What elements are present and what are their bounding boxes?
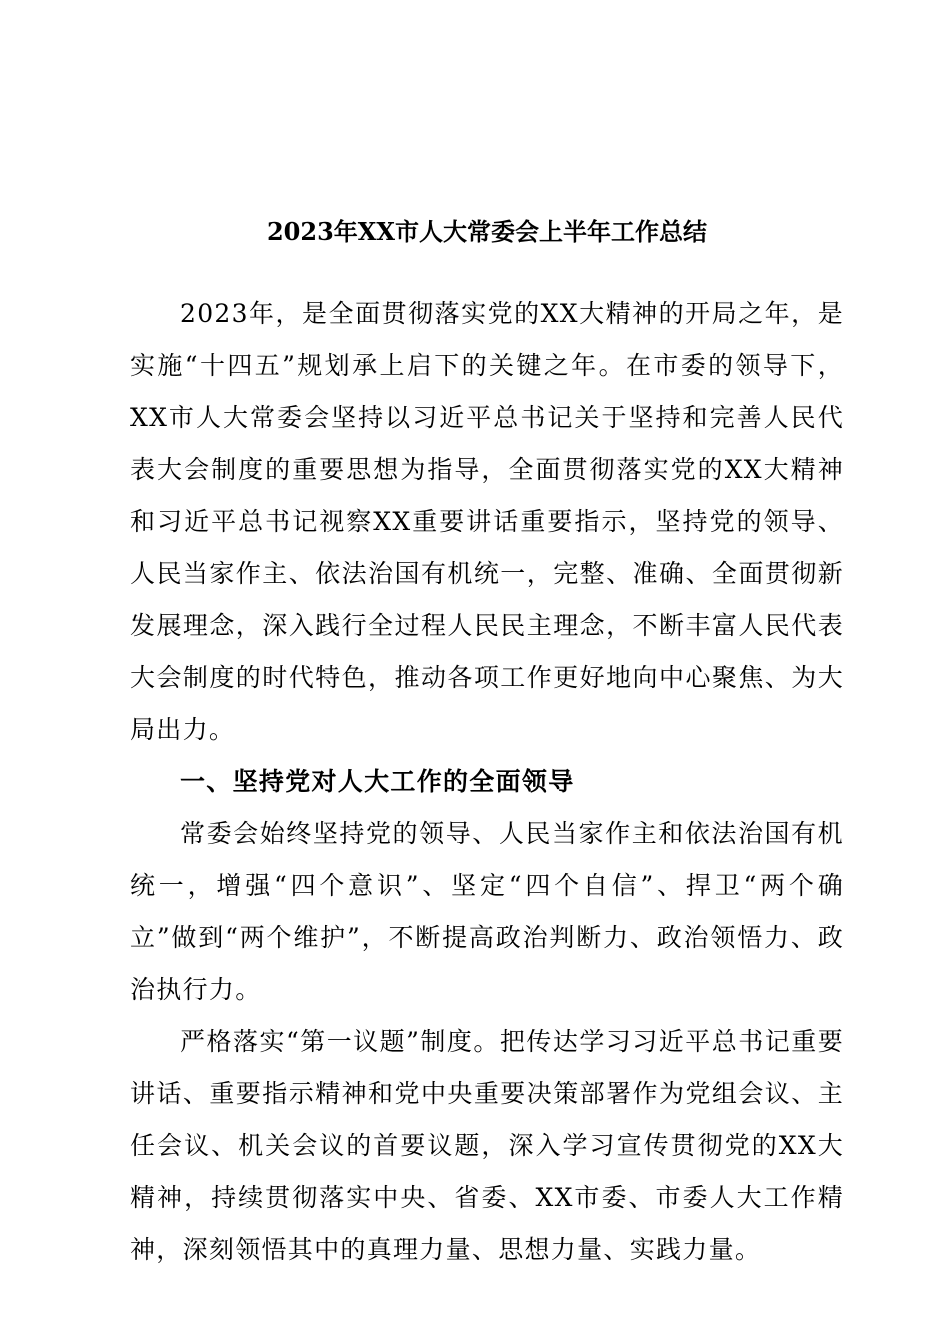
section-1-paragraph-2: 严格落实“第一议题”制度。把传达学习习近平总书记重要讲话、重要指示精神和党中央重要决策部署作为党组会议、主任会议、机关会议的首要议题，深入学习宣传贯彻党的XX大精神，持续贯彻落实中央、省委、XX市委、市委人大工作精神，深刻领悟其中的真理力量、思想力量、实践力量。 bbox=[130, 1027, 844, 1264]
section-heading-1: 一、坚持党对人大工作的全面领导 bbox=[180, 767, 575, 796]
section-1-paragraph-1: 常委会始终坚持党的领导、人民当家作主和依法治国有机统一，增强“四个意识”、坚定“四个自信”、捍卫“两个确立”做到“两个维护”，不断提高政治判断力、政治领悟力、政治执行力。 bbox=[130, 819, 844, 1004]
document-title: 2023年XX市人大常委会上半年工作总结 bbox=[266, 217, 708, 246]
intro-paragraph: 2023年，是全面贯彻落实党的XX大精神的开局之年，是实施“十四五”规划承上启下的关键之年。在市委的领导下，XX市人大常委会坚持以习近平总书记关于坚持和完善人民代表大会制度的重要思想为指导，全面贯彻落实党的XX大精神和习近平总书记视察XX重要讲话重要指示，坚持党的领导、人民当家作主、依法治国有机统一，完整、准确、全面贯彻新发展理念，深入践行全过程人民民主理念，不断丰富人民代表大会制度的时代特色，推动各项工作更好地向中心聚焦、为大局出力。 bbox=[130, 299, 844, 744]
document-body bbox=[130, 203, 844, 1276]
